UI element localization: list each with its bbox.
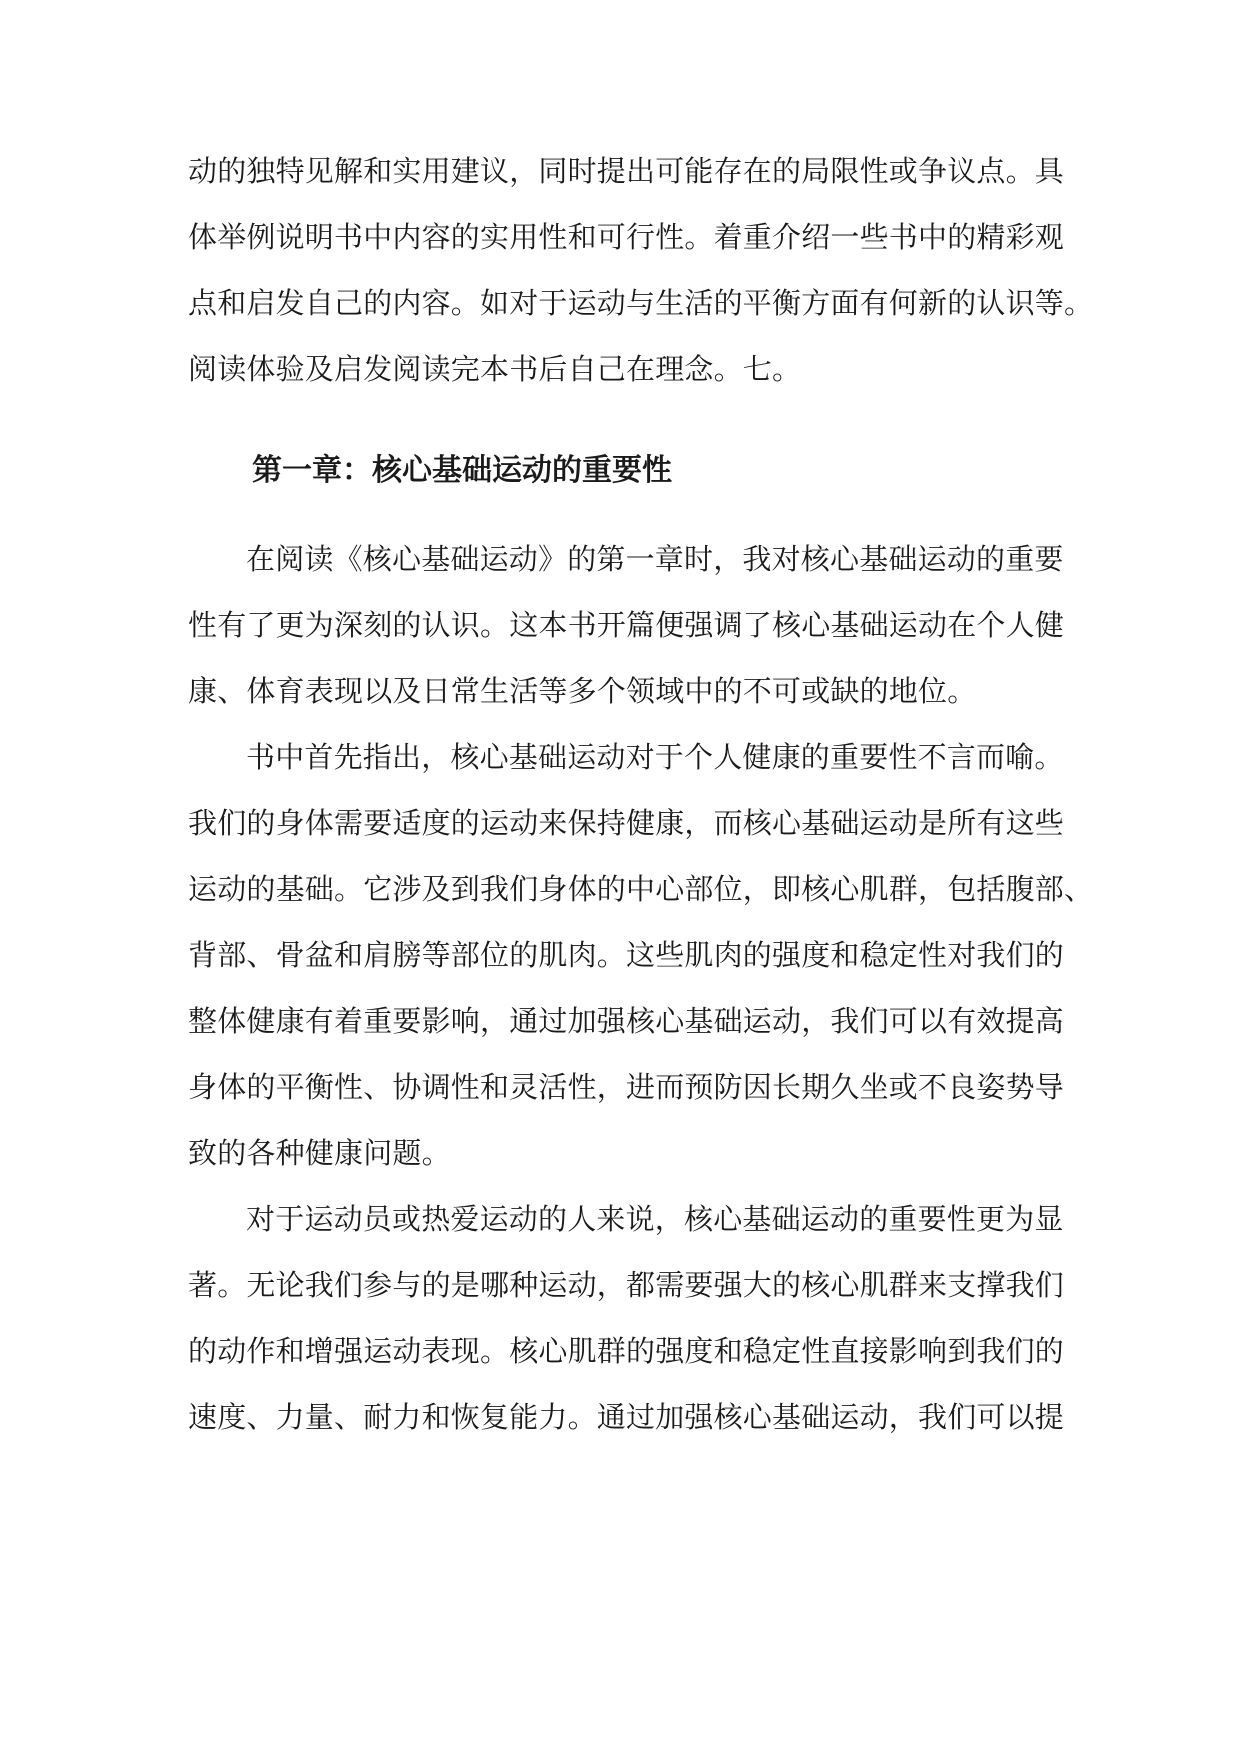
text-line: 致的各种健康问题。	[188, 1136, 451, 1170]
section-spacer	[188, 402, 1088, 438]
text-line: 整体健康有着重要影响，通过加强核心基础运动，我们可以有效提高	[188, 1004, 1065, 1038]
paragraph-1	[188, 526, 1088, 724]
paragraph-3	[188, 1186, 1088, 1450]
text-line: 背部、骨盆和肩膀等部位的肌肉。这些肌肉的强度和稳定性对我们的	[188, 938, 1065, 972]
text-line: 运动的基础。它涉及到我们身体的中心部位，即核心肌群，包括腹部、	[188, 872, 1094, 906]
text-line: 我们的身体需要适度的运动来保持健康，而核心基础运动是所有这些	[188, 806, 1065, 840]
text-line: 身体的平衡性、协调性和灵活性，进而预防因长期久坐或不良姿势导	[188, 1070, 1065, 1104]
document-body	[188, 138, 1094, 1450]
paragraph-2	[188, 724, 1094, 1186]
text-line: 在阅读《核心基础运动》的第一章时，我对核心基础运动的重要	[246, 542, 1064, 576]
chapter-heading: 第一章：核心基础运动的重要性	[252, 453, 672, 488]
text-line: 体举例说明书中内容的实用性和可行性。着重介绍一些书中的精彩观	[188, 220, 1065, 254]
text-line: 性有了更为深刻的认识。这本书开篇便强调了核心基础运动在个人健	[188, 608, 1065, 642]
text-line: 著。无论我们参与的是哪种运动，都需要强大的核心肌群来支撑我们	[188, 1268, 1065, 1302]
text-line: 对于运动员或热爱运动的人来说，核心基础运动的重要性更为显	[246, 1202, 1064, 1236]
intro-paragraph	[188, 138, 1094, 402]
text-line: 动的独特见解和实用建议，同时提出可能存在的局限性或争议点。具	[188, 154, 1065, 188]
text-line: 康、体育表现以及日常生活等多个领域中的不可或缺的地位。	[188, 674, 977, 708]
text-line: 点和启发自己的内容。如对于运动与生活的平衡方面有何新的认识等。	[188, 286, 1094, 320]
text-line: 阅读体验及启发阅读完本书后自己在理念。七。	[188, 352, 802, 386]
text-line: 的动作和增强运动表现。核心肌群的强度和稳定性直接影响到我们的	[188, 1334, 1065, 1368]
text-line: 速度、力量、耐力和恢复能力。通过加强核心基础运动，我们可以提	[188, 1400, 1065, 1434]
text-line: 书中首先指出，核心基础运动对于个人健康的重要性不言而喻。	[246, 740, 1064, 774]
